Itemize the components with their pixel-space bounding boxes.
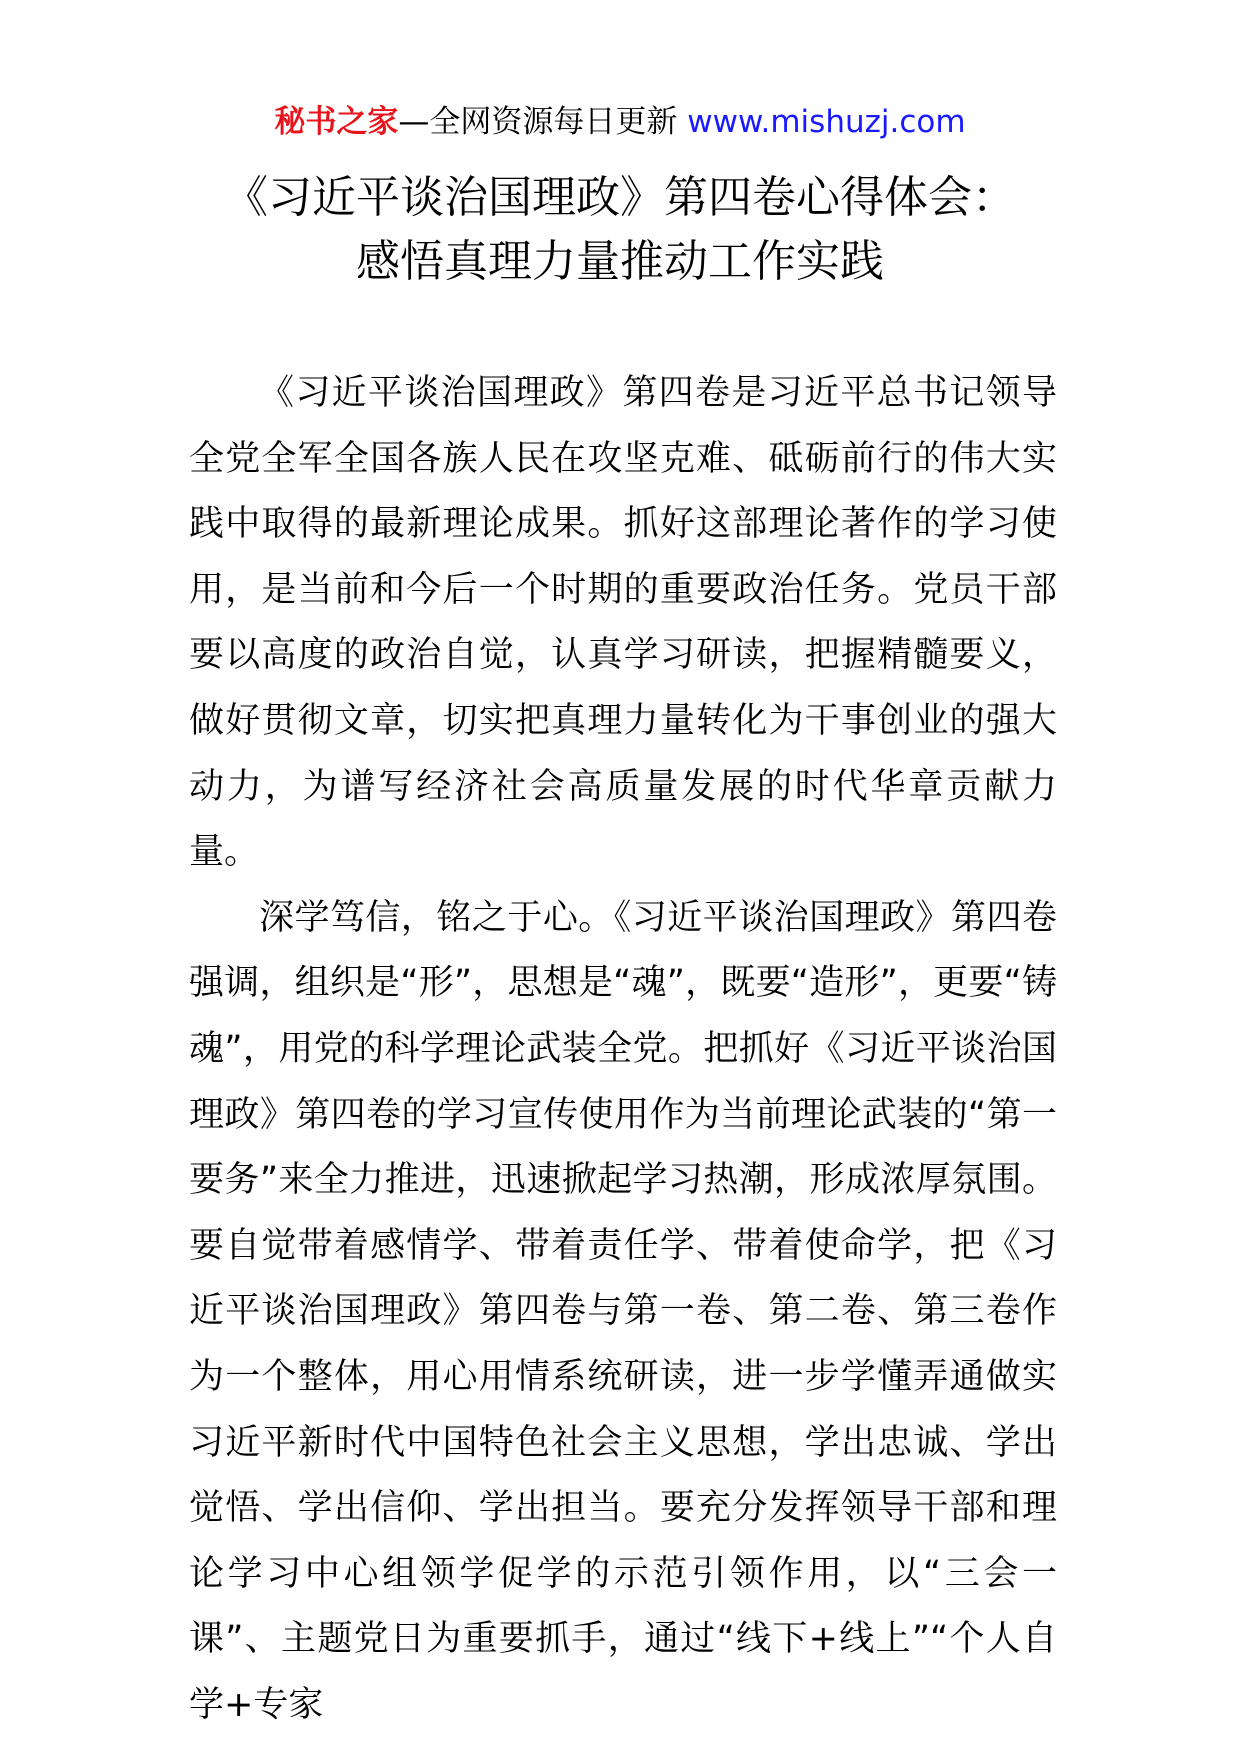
header-tagline: —全网资源每日更新 bbox=[398, 104, 678, 140]
site-url-link[interactable]: www.mishuzj.com bbox=[687, 104, 966, 140]
brand-name: 秘书之家 bbox=[274, 104, 399, 140]
document-body bbox=[189, 361, 1057, 1738]
paragraph-1: 《习近平谈治国理政》第四卷是习近平总书记领导全党全军全国各族人民在攻坚克难、砥砺前行的伟大实践中取得的最新理论成果。抓好这部理论著作的学习使用，是当前和今后一个时期的重要政治任务。党员干部要以高度的政治自觉，认真学习研读，把握精髓要义，做好贯彻文章，切实把真理力量转化为干事创业的强大动力，为谱写经济社会高质量发展的时代华章贡献力量。 bbox=[189, 373, 1057, 873]
title-line-2: 感悟真理力量推动工作实践 bbox=[356, 236, 884, 287]
title-line-1: 《习近平谈治国理政》第四卷心得体会： bbox=[224, 172, 1016, 223]
paragraph-2: 深学笃信，铭之于心。《习近平谈治国理政》第四卷强调，组织是“形”，思想是“魂”，既要“造形”，更要“铸魂”，用党的科学理论武装全党。把抓好《习近平谈治国理政》第四卷的学习宣传使用作为当前理论武装的“第一要务”来全力推进，迅速掀起学习热潮，形成浓厚氛围。要自觉带着感情学、带着责任学、带着使命学，把《习近平谈治国理政》第四卷与第一卷、第二卷、第三卷作为一个整体，用心用情系统研读，进一步学懂弄通做实习近平新时代中国特色社会主义思想，学出忠诚、学出觉悟、学出信仰、学出担当。要充分发挥领导干部和理论学习中心组领学促学的示范引领作用，以“三会一课”、主题党日为重要抓手，通过“线下+线上”“个人自学+专家 bbox=[189, 897, 1057, 1725]
document-title bbox=[0, 166, 1240, 294]
page-header bbox=[0, 100, 1240, 144]
